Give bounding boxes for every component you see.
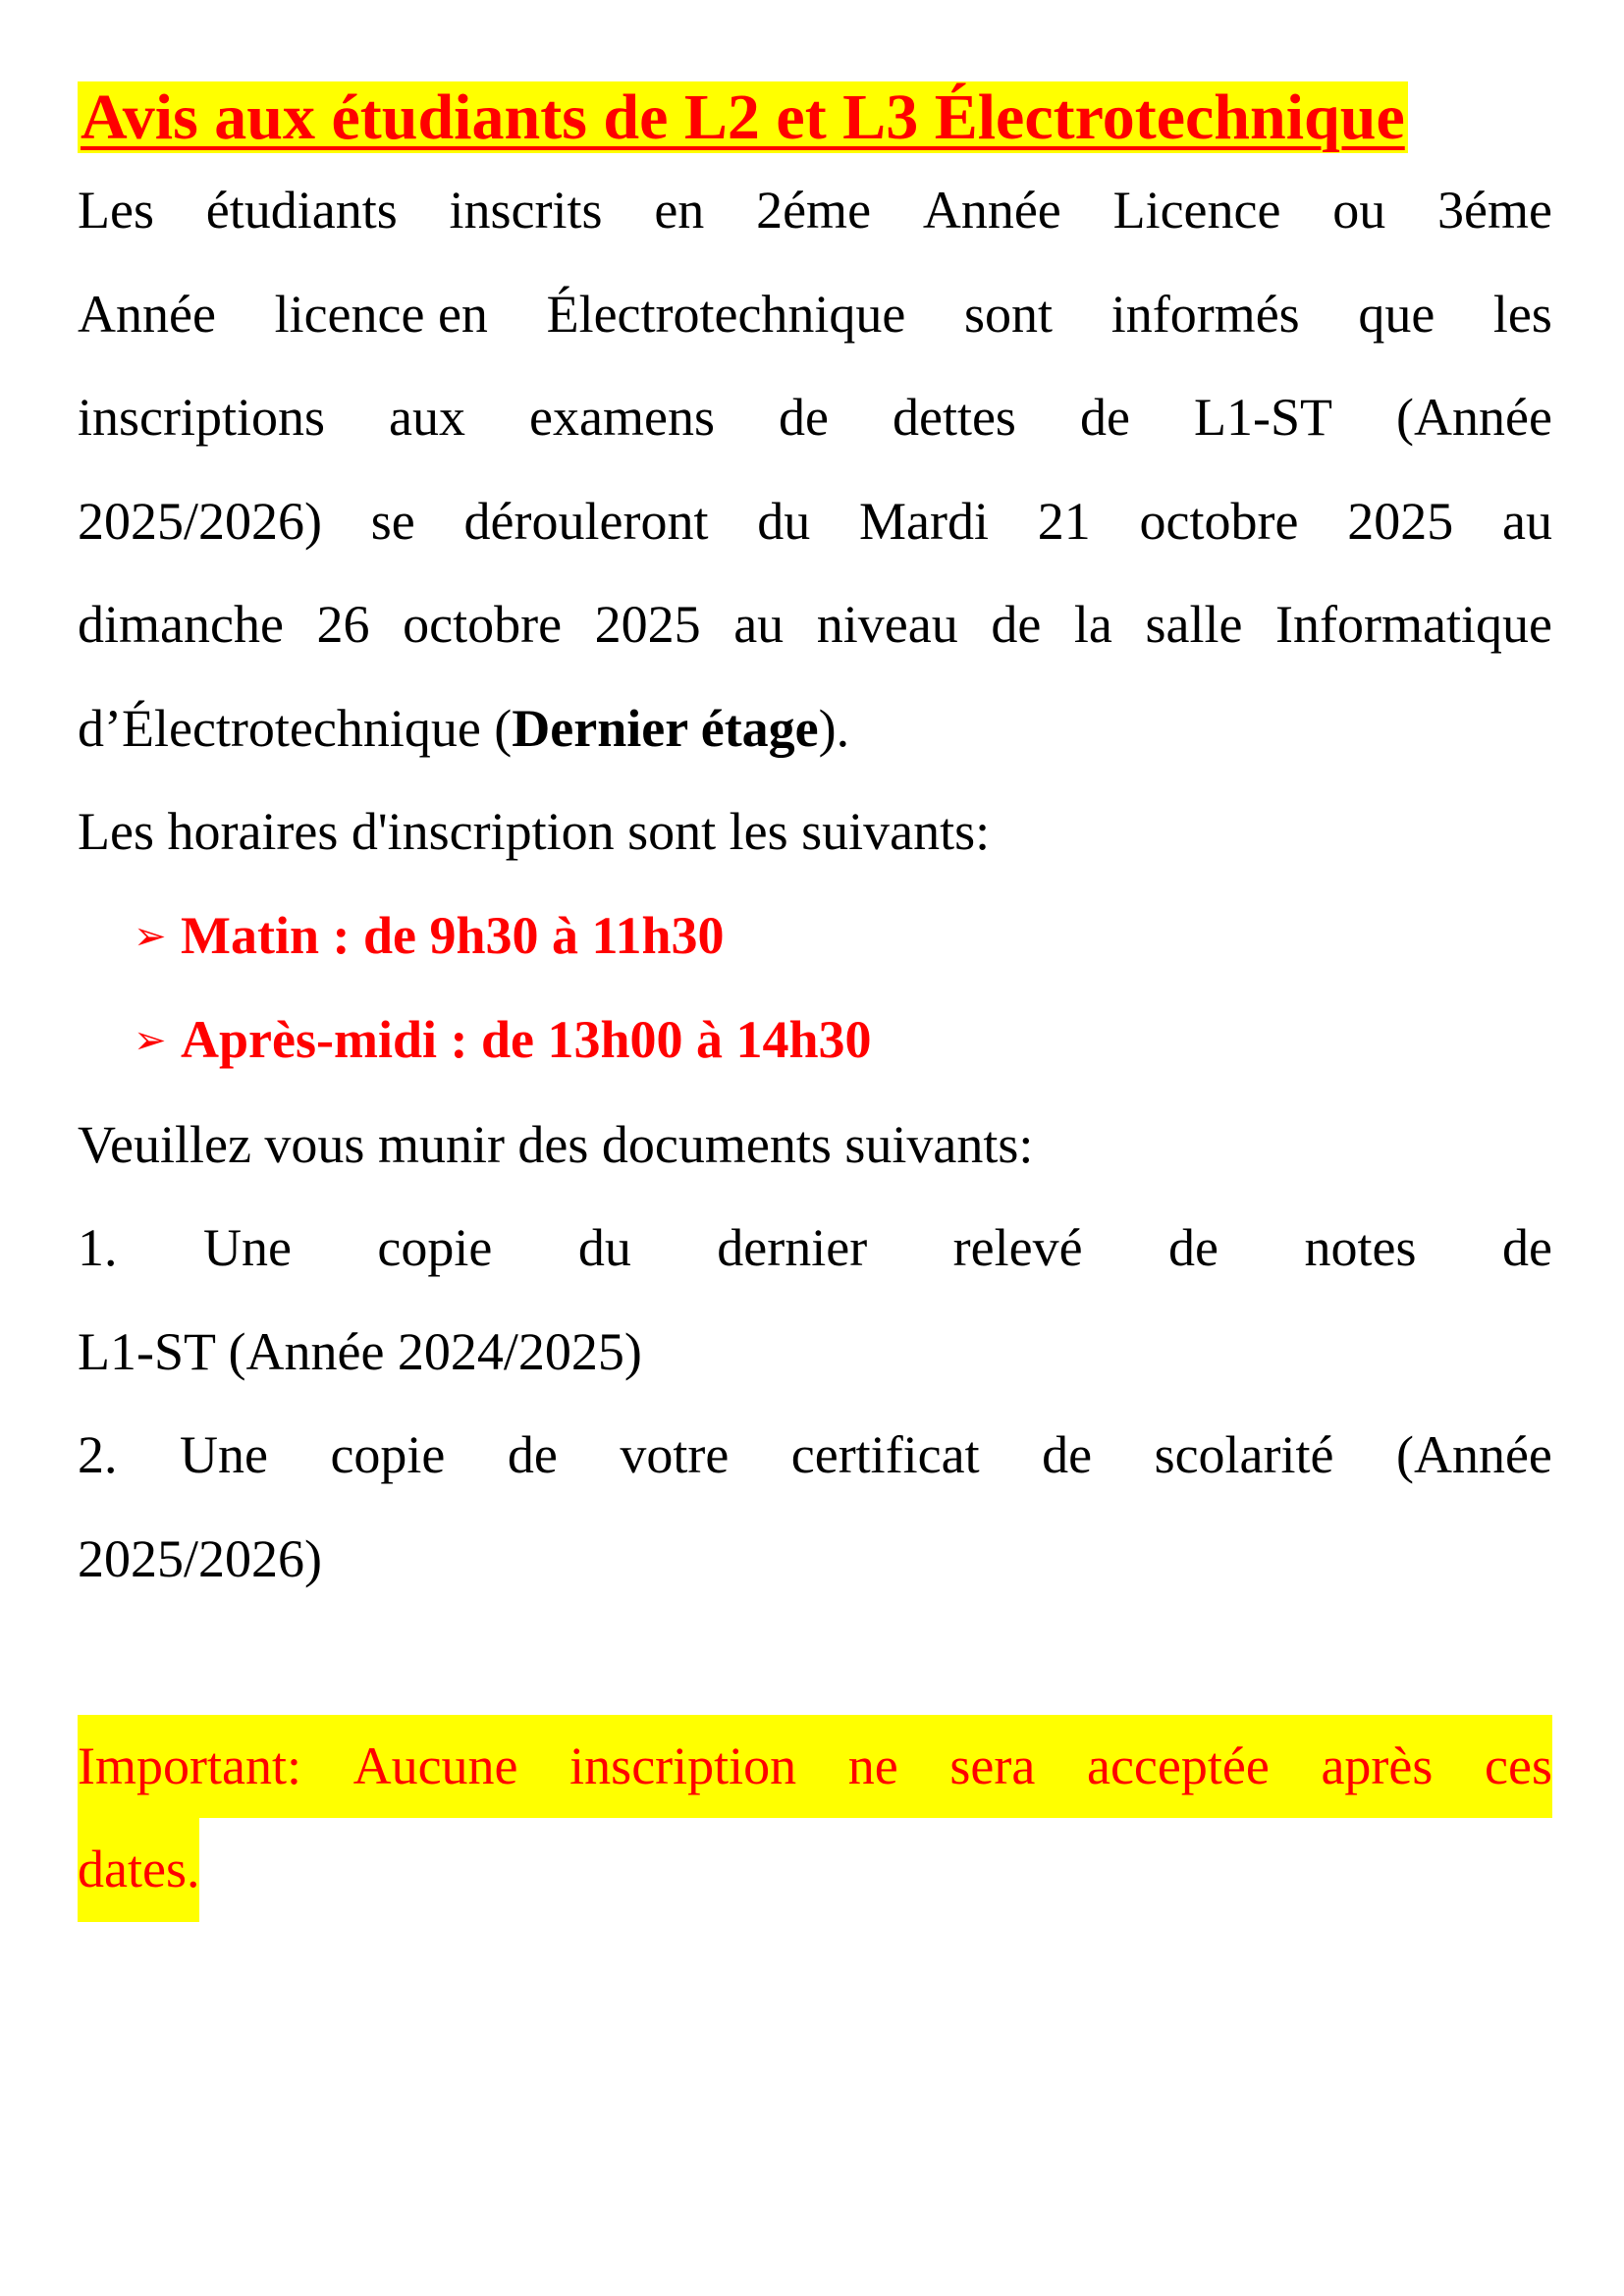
- word: de: [778, 388, 829, 447]
- intro-line-6-prefix: d’Électrotechnique (: [78, 698, 513, 758]
- important-line-2: dates.: [78, 1818, 199, 1922]
- word: sont: [964, 284, 1054, 344]
- document-item-2-line-2: 2025/2026): [78, 1528, 322, 1588]
- word: 2025: [594, 595, 701, 654]
- word: de: [1079, 388, 1130, 447]
- word: (Année: [1396, 388, 1552, 447]
- schedule-intro: [78, 780, 1552, 884]
- word: se: [370, 491, 415, 551]
- word: octobre: [1139, 491, 1299, 551]
- word: votre: [620, 1425, 730, 1484]
- word: de: [1501, 1218, 1552, 1277]
- word: informés: [1110, 284, 1300, 344]
- word: ces: [1485, 1735, 1552, 1795]
- word: Électrotechnique: [546, 284, 906, 344]
- word: salle: [1145, 595, 1243, 654]
- word: Informatique: [1275, 595, 1552, 654]
- intro-line-3: [78, 366, 1552, 470]
- word: niveau: [816, 595, 958, 654]
- word: Licence: [1112, 181, 1281, 240]
- notice-title-highlight: Avis aux étudiants de L2 et L3 Électrotechnique: [78, 81, 1408, 153]
- word: 2.: [78, 1425, 118, 1484]
- word: L1-ST: [1193, 388, 1332, 447]
- word: acceptée: [1086, 1735, 1270, 1795]
- word: examens: [529, 388, 715, 447]
- word: étudiants: [205, 181, 398, 240]
- schedule-list: [78, 884, 1552, 1094]
- word: 2025: [1347, 491, 1454, 551]
- word: notes: [1304, 1218, 1417, 1277]
- intro-line-2: [78, 263, 1552, 367]
- intro-line-6: [78, 677, 1552, 781]
- word: au: [1502, 491, 1552, 551]
- word: Les: [78, 181, 154, 240]
- notice-title: [78, 77, 1552, 159]
- important-line-1: [78, 1715, 1552, 1819]
- word: du: [577, 1218, 631, 1277]
- word: 21: [1037, 491, 1091, 551]
- schedule-morning-text: Matin : de 9h30 à 11h30: [181, 905, 725, 965]
- document-item-1-line-2: L1-ST (Année 2024/2025): [78, 1321, 642, 1381]
- documents-intro-text: Veuillez vous munir des documents suivants:: [78, 1114, 1034, 1174]
- word: certificat: [790, 1425, 980, 1484]
- word: après: [1321, 1735, 1434, 1795]
- word: Année: [78, 284, 216, 344]
- word: Une: [202, 1218, 292, 1277]
- word: copie: [377, 1218, 493, 1277]
- notice-document: [78, 77, 1552, 1922]
- word: relevé: [952, 1218, 1083, 1277]
- word: inscriptions: [78, 388, 325, 447]
- important-notice: [78, 1715, 1552, 1922]
- documents-intro: [78, 1094, 1552, 1198]
- arrow-bullet-icon: ➢: [134, 1018, 167, 1063]
- intro-line-4: [78, 470, 1552, 574]
- word: (Année: [1395, 1425, 1552, 1484]
- word: de: [507, 1425, 558, 1484]
- word: inscription: [569, 1735, 797, 1795]
- word: licence en: [274, 284, 488, 344]
- word: ou: [1332, 181, 1386, 240]
- arrow-bullet-icon: ➢: [134, 913, 167, 959]
- word: Une: [179, 1425, 268, 1484]
- word: dettes: [892, 388, 1016, 447]
- word: 3éme: [1437, 181, 1552, 240]
- word: de: [1042, 1425, 1093, 1484]
- word: que: [1358, 284, 1435, 344]
- word: octobre: [403, 595, 563, 654]
- intro-paragraph: [78, 159, 1552, 780]
- intro-line-5: [78, 573, 1552, 677]
- document-item-2-line-1: [78, 1404, 1552, 1508]
- word: inscrits: [449, 181, 603, 240]
- word: Année: [922, 181, 1061, 240]
- word: sera: [949, 1735, 1036, 1795]
- word: Mardi: [859, 491, 989, 551]
- important-line-2-wrap: [78, 1818, 1552, 1922]
- word: ne: [847, 1735, 898, 1795]
- schedule-item-afternoon: [78, 988, 1552, 1094]
- word: dérouleront: [463, 491, 709, 551]
- word: en: [654, 181, 705, 240]
- word: dernier: [717, 1218, 868, 1277]
- documents-list: [78, 1197, 1552, 1611]
- schedule-intro-text: Les horaires d'inscription sont les suivants:: [78, 802, 991, 861]
- word: dimanche: [78, 595, 284, 654]
- schedule-item-morning: [78, 884, 1552, 989]
- intro-line-6-suffix: ).: [818, 698, 850, 758]
- word: les: [1492, 284, 1552, 344]
- document-item-1-line-1: [78, 1197, 1552, 1301]
- word: scolarité: [1154, 1425, 1334, 1484]
- word: Important:: [78, 1735, 301, 1795]
- word: la: [1073, 595, 1112, 654]
- word: copie: [330, 1425, 446, 1484]
- word: 26: [316, 595, 370, 654]
- word: Aucune: [352, 1735, 518, 1795]
- location-floor: Dernier étage: [512, 698, 819, 758]
- word: de: [991, 595, 1042, 654]
- word: 2éme: [756, 181, 872, 240]
- word: 2025/2026): [78, 491, 322, 551]
- schedule-afternoon-text: Après-midi : de 13h00 à 14h30: [181, 1010, 872, 1069]
- intro-line-1: [78, 159, 1552, 263]
- word: de: [1168, 1218, 1218, 1277]
- word: du: [757, 491, 811, 551]
- word: 1.: [78, 1218, 118, 1277]
- word: aux: [389, 388, 465, 447]
- word: au: [733, 595, 785, 654]
